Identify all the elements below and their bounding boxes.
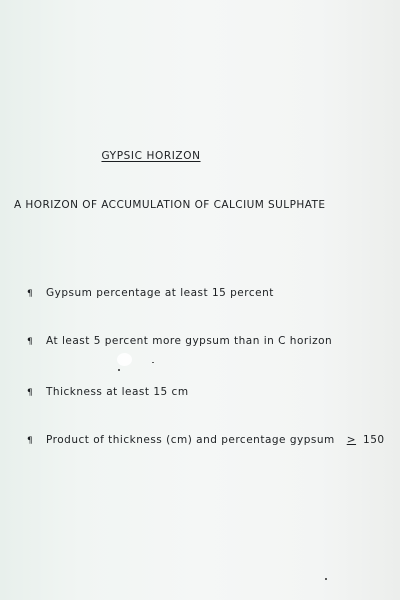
criterion-text: Thickness at least 15 cm bbox=[46, 386, 189, 398]
film-dust-dot bbox=[152, 362, 154, 363]
film-dust-dot bbox=[118, 369, 120, 371]
film-dust-dot bbox=[325, 578, 327, 580]
criterion-thickness bbox=[27, 386, 189, 398]
criterion-text: Product of thickness (cm) and percentage gypsum bbox=[46, 434, 335, 446]
greater-equal-symbol: > bbox=[346, 434, 357, 446]
pilcrow-bullet-icon: ¶ bbox=[27, 337, 34, 347]
pilcrow-bullet-icon: ¶ bbox=[27, 289, 34, 299]
film-speck bbox=[117, 353, 132, 366]
criterion-value: 150 bbox=[363, 434, 385, 446]
criterion-more-than-c-horizon bbox=[27, 335, 332, 347]
slide-title: GYPSIC HORIZON bbox=[101, 150, 201, 162]
criterion-text: Gypsum percentage at least 15 percent bbox=[46, 287, 274, 299]
criterion-product bbox=[27, 434, 385, 446]
criterion-text: At least 5 percent more gypsum than in C horizon bbox=[46, 335, 333, 347]
pilcrow-bullet-icon: ¶ bbox=[27, 388, 34, 398]
criterion-gypsum-percentage bbox=[27, 287, 274, 299]
slide-subtitle: A HORIZON OF ACCUMULATION OF CALCIUM SULPHATE bbox=[14, 199, 326, 211]
pilcrow-bullet-icon: ¶ bbox=[27, 436, 34, 446]
